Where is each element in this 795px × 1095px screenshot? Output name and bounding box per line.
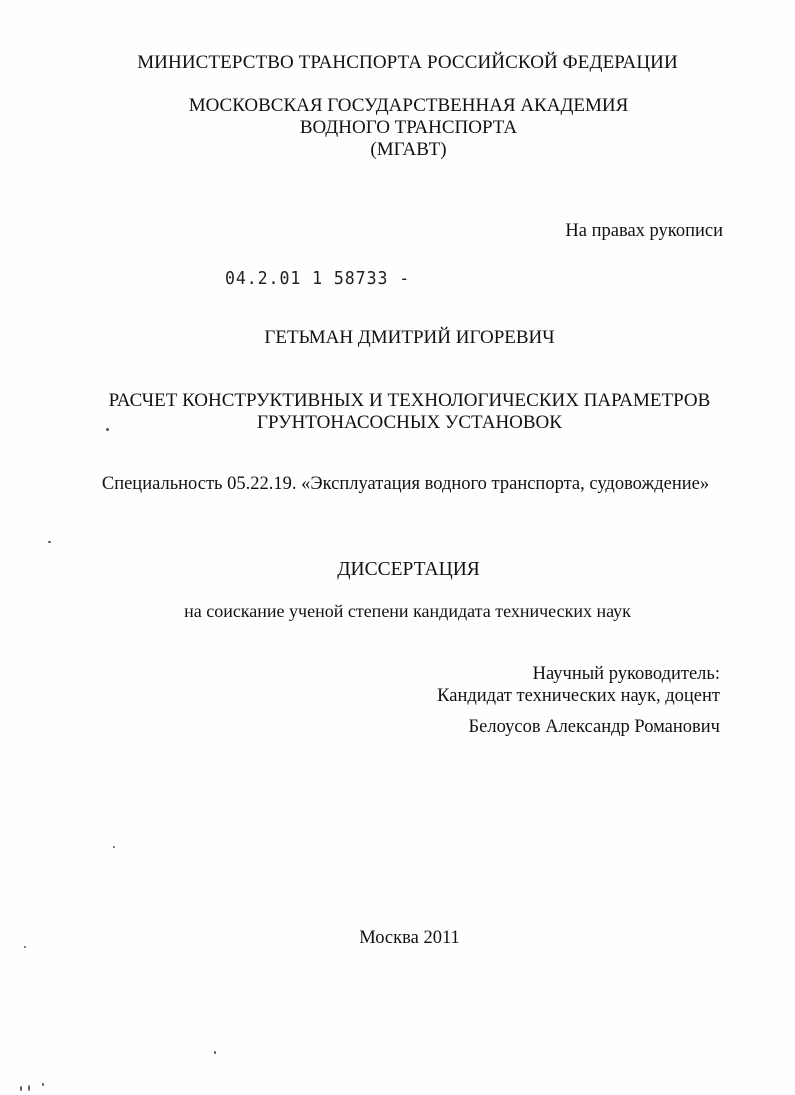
scan-speck	[28, 1085, 30, 1091]
scan-speck	[48, 541, 51, 543]
scan-speck	[106, 428, 109, 431]
manuscript-note: На правах рукописи	[565, 221, 723, 241]
academy-abbreviation: (МГАВТ)	[370, 139, 447, 160]
degree-statement: на соискание ученой степени кандидата технических наук	[184, 601, 631, 621]
registration-stamp: 04.2.01 1 58733 -	[225, 268, 411, 289]
scan-speck	[42, 1083, 44, 1086]
scan-speck	[24, 946, 26, 948]
city-year: Москва 2011	[359, 928, 460, 948]
document-type: ДИССЕРТАЦИЯ	[337, 559, 480, 580]
academy-name-line1: МОСКОВСКАЯ ГОСУДАРСТВЕННАЯ АКАДЕМИЯ	[188, 95, 629, 116]
supervisor-label: Научный руководитель:	[532, 664, 720, 684]
supervisor-name: Белоусов Александр Романович	[468, 717, 720, 737]
author-name: ГЕТЬМАН ДМИТРИЙ ИГОРЕВИЧ	[264, 327, 555, 348]
dissertation-title-line1: РАСЧЕТ КОНСТРУКТИВНЫХ И ТЕХНОЛОГИЧЕСКИХ ПАРАМЕТРОВ	[108, 390, 711, 411]
supervisor-rank: Кандидат технических наук, доцент	[437, 686, 720, 706]
ministry-name: МИНИСТЕРСТВО ТРАНСПОРТА РОССИЙСКОЙ ФЕДЕРАЦИИ	[137, 52, 678, 73]
scan-speck	[113, 846, 115, 848]
dissertation-title-line2: ГРУНТОНАСОСНЫХ УСТАНОВОК	[257, 412, 562, 433]
specialty: Специальность 05.22.19. «Эксплуатация водного транспорта, судовождение»	[101, 474, 710, 494]
scan-speck	[20, 1086, 22, 1091]
academy-name-line2: ВОДНОГО ТРАНСПОРТА	[299, 117, 518, 138]
scan-speck	[214, 1051, 216, 1054]
